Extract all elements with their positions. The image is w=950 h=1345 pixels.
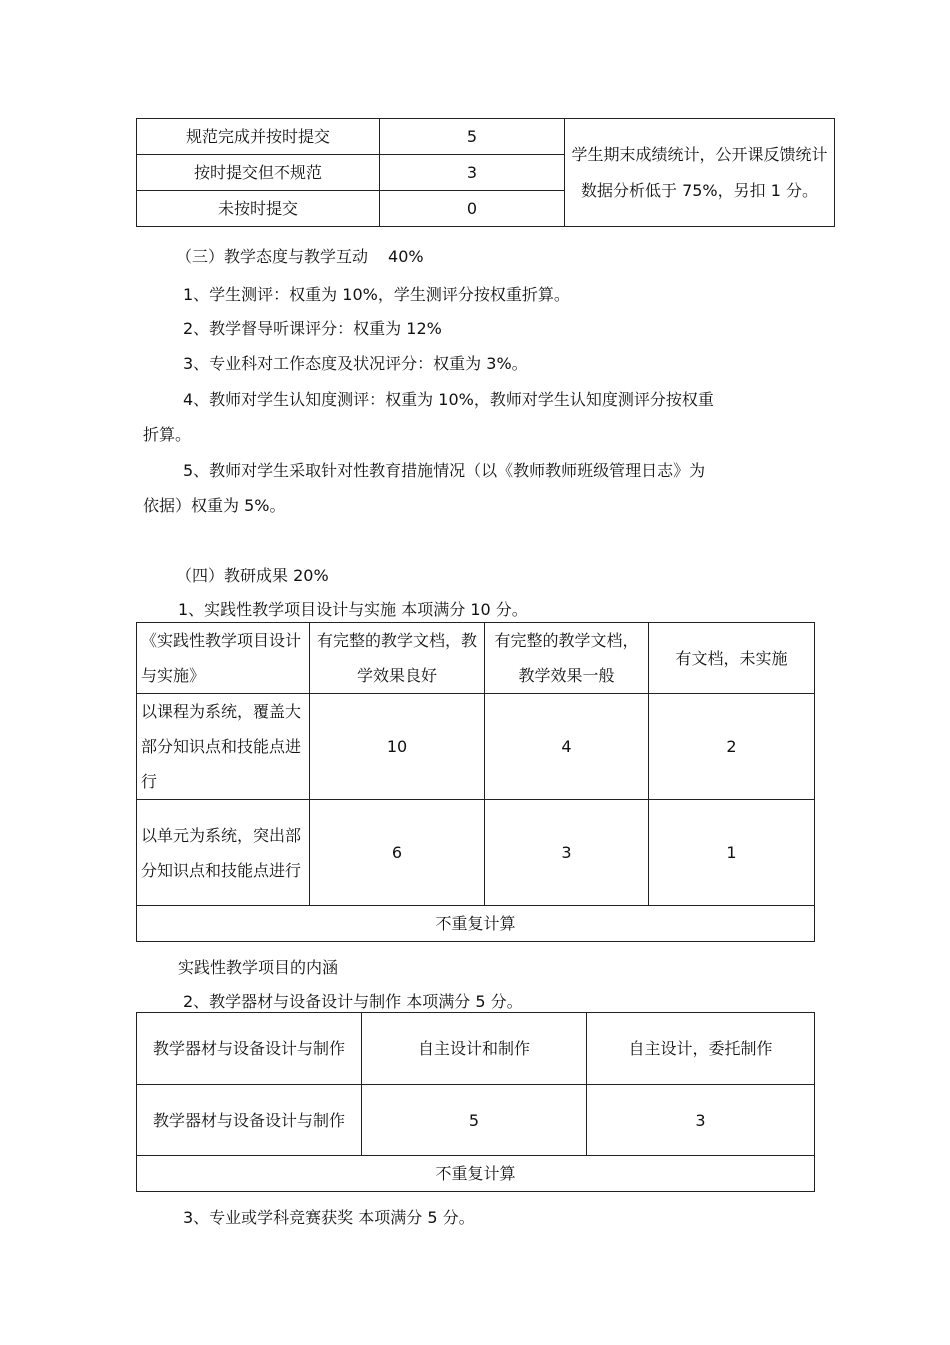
section4-heading: （四）教研成果 20% [176,566,329,585]
section4-item-3: 3、专业或学科竞赛获奖 本项满分 5 分。 [183,1208,475,1227]
table2-cell: 1 [649,800,815,906]
table2-cell: 10 [310,694,485,800]
section3-item-4: 4、教师对学生认知度测评：权重为 10%，教师对学生认知度测评分按权重 [183,390,714,409]
table3-cell: 5 [362,1085,587,1156]
section3-item-2: 2、教学督导听课评分：权重为 12% [183,319,442,338]
table2-header-cell: 《实践性教学项目设计与实施》 [137,623,310,694]
section3-item-1: 1、学生测评：权重为 10%，学生测评分按权重折算。 [183,285,570,304]
project-table [136,622,815,942]
table3-footer: 不重复计算 [137,1156,815,1192]
table1-row-label: 未按时提交 [137,191,380,227]
section3-heading: （三）教学态度与教学互动 40% [176,247,424,266]
table2-header-cell: 有完整的教学文档，教学效果良好 [310,623,485,694]
table1-row-score: 0 [380,191,565,227]
table2-header-cell: 有文档，未实施 [649,623,815,694]
table1-row-score: 3 [380,155,565,191]
table2-cell: 6 [310,800,485,906]
section3-item-3: 3、专业科对工作态度及状况评分：权重为 3%。 [183,354,528,373]
equipment-table [136,1012,815,1192]
table2-header-cell: 有完整的教学文档，教学效果一般 [485,623,649,694]
score-table-1 [136,118,835,227]
table3-header-cell: 教学器材与设备设计与制作 [137,1013,362,1085]
table2-cell: 4 [485,694,649,800]
table2-row-label: 以课程为系统，覆盖大部分知识点和技能点进行 [137,694,310,800]
section4-note: 实践性教学项目的内涵 [178,958,339,977]
section3-item-5: 5、教师对学生采取针对性教育措施情况（以《教师教师班级管理日志》为 [183,461,706,480]
section4-item-1: 1、实践性教学项目设计与实施 本项满分 10 分。 [178,600,528,619]
table3-cell: 3 [587,1085,815,1156]
table2-cell: 3 [485,800,649,906]
table2-cell: 2 [649,694,815,800]
section3-item-5-cont: 依据）权重为 5%。 [143,496,286,515]
table2-row-label: 以单元为系统，突出部分知识点和技能点进行 [137,800,310,906]
table3-row-label: 教学器材与设备设计与制作 [137,1085,362,1156]
table1-row-label: 规范完成并按时提交 [137,119,380,155]
section4-item-2: 2、教学器材与设备设计与制作 本项满分 5 分。 [183,992,523,1011]
table1-row-label: 按时提交但不规范 [137,155,380,191]
table2-footer: 不重复计算 [137,906,815,942]
table3-header-cell: 自主设计和制作 [362,1013,587,1085]
table1-note: 学生期末成绩统计，公开课反馈统计数据分析低于 75%，另扣 1 分。 [565,119,835,227]
section3-heading-pct: 40% [388,247,424,266]
section3-item-4-cont: 折算。 [143,425,192,444]
table1-row-score: 5 [380,119,565,155]
table3-header-cell: 自主设计，委托制作 [587,1013,815,1085]
